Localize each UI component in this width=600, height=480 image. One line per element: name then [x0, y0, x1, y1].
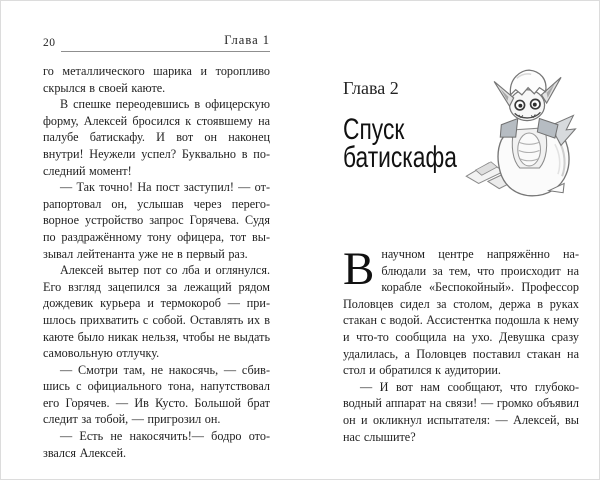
paragraph: В спешке переодевшись в офицерскую форму, Алексей бросился к стоявшему на палубе батискафу. И вот он наконец внутри! Неужели успел? Буквально в последний момент! [43, 97, 270, 178]
running-head-chapter: Глава 1 [224, 33, 270, 47]
paragraph: Алексей вытер пот со лба и оглянулся. Его взгляд зацепился за лежащий рядом дождевик курьера и термокороб — пришлось прихватить с собой. Оставлять их в каюте было никак нельзя, чтобы не выдать самовольную отлучку. [43, 263, 270, 361]
paragraph: го металлического шарика и торопливо скрылся в своей каюте. [43, 64, 270, 95]
paragraph: — Есть не накосячить!— бодро отозвался Алексей. [43, 429, 270, 460]
chapter-label: Глава 2 [343, 78, 399, 98]
hatchling-dragon-illustration [463, 66, 587, 202]
drop-cap: В [343, 243, 375, 295]
chapter-title-line1: Спуск [343, 113, 405, 146]
left-page [43, 34, 270, 461]
paragraph: — И вот нам сообщают, что глубоководный аппарат на связи! — громко объявил он и окликнул испытателя: — Алексей, вы нас слышите? [343, 379, 579, 444]
paragraph: — Так точно! На пост заступил! — отрапортовал он, услышав через переговорное устройство запрос Горячева. Судя по раздражённому тону офицера, тот вызывал лейтенанта уже не в первый раз. [43, 180, 270, 261]
paragraph-text: научном центре напряжённо наблюдали за тем, что происходит на корабле «Беспокойный». Профессор Половцев сидел за столом, держа в руках стакан с водой. Ассистентка подошла к нему и что-то сообщила на ухо. Девушка сразу удалилась, а Половцев поставил стакан на стол и обратился к аудитории. [343, 247, 580, 378]
paragraph [343, 243, 580, 379]
chapter-title [343, 113, 457, 174]
right-page-body [343, 243, 580, 445]
paragraph: — Смотри там, не накосячь, — сбившись с официального тона, напутствовал его Горячев. — Ив Кусто. Большой брат следит за тобой, — пригрозил он. [43, 362, 270, 427]
page-number: 20 [43, 37, 56, 49]
running-head [43, 34, 270, 51]
chapter-title-line2: батискафа [343, 141, 457, 174]
left-page-body [43, 63, 270, 461]
header-rule [61, 51, 270, 53]
